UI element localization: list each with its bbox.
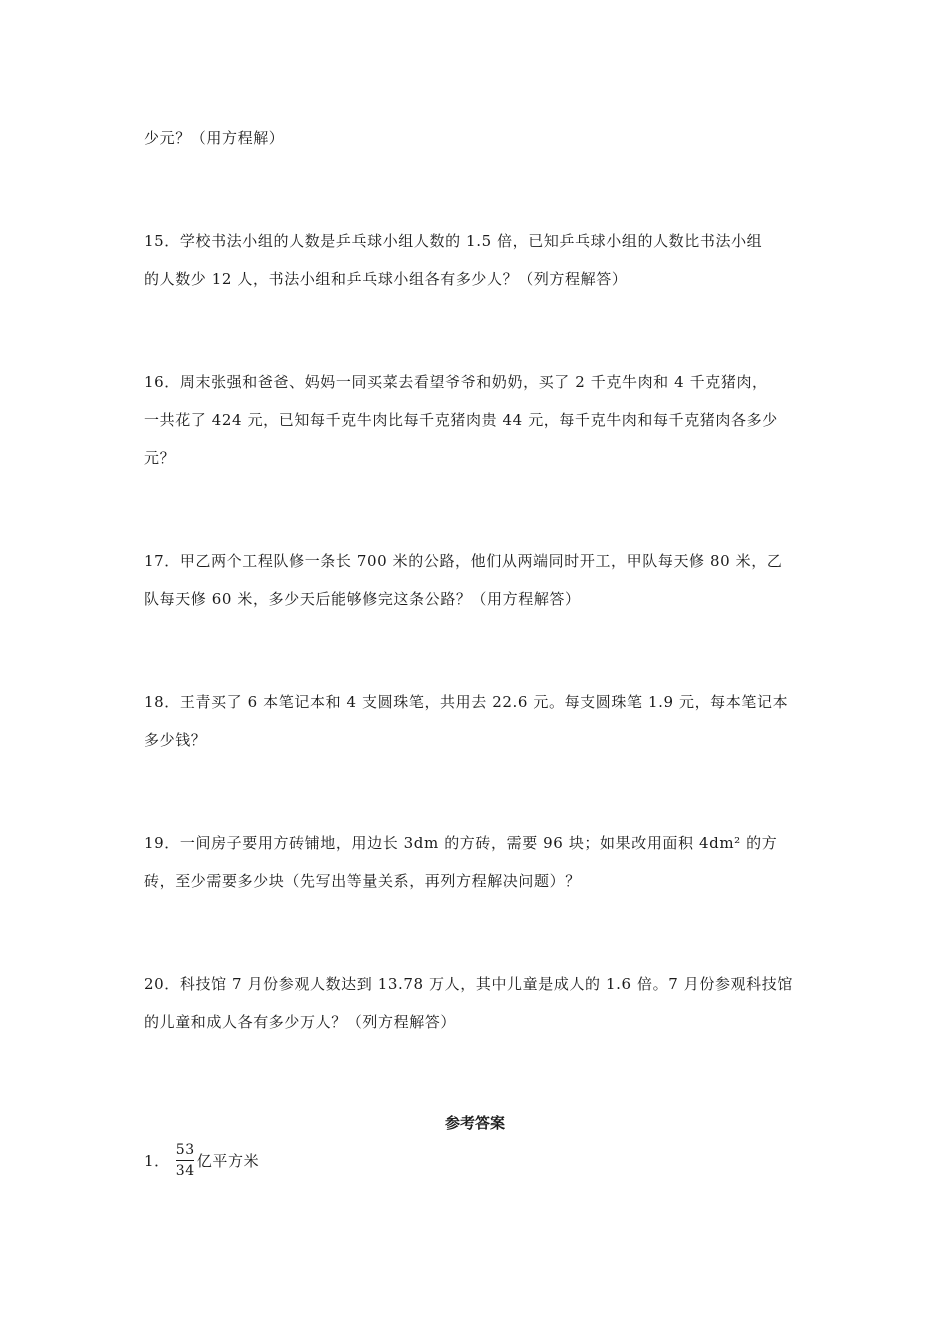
question-19-line-2: 砖，至少需要多少块（先写出等量关系，再列方程解决问题）？ (144, 872, 581, 890)
question-15-line-2: 的人数少 12 人，书法小组和乒乓球小组各有多少人？（列方程解答） (144, 270, 628, 288)
answer-1-unit: 亿平方米 (196, 1152, 260, 1170)
question-16-line-3: 元？ (144, 449, 176, 467)
question-17-line-1: 17．甲乙两个工程队修一条长 700 米的公路，他们从两端同时开工，甲队每天修 80 米，乙 (144, 552, 783, 570)
answer-1-number: 1． (144, 1152, 170, 1170)
answer-1-fraction (176, 1142, 195, 1179)
question-19-line-1: 19．一间房子要用方砖铺地，用边长 3dm 的方砖，需要 96 块；如果改用面积 4dm² 的方 (144, 834, 778, 852)
question-20-line-1: 20．科技馆 7 月份参观人数达到 13.78 万人，其中儿童是成人的 1.6 倍。7 月份参观科技馆 (144, 975, 793, 993)
answers-heading: 参考答案 (444, 1114, 505, 1132)
fraction-numerator: 53 (175, 1142, 195, 1158)
fraction-denominator: 34 (175, 1163, 195, 1179)
fraction-bar (176, 1160, 194, 1161)
question-18-line-1: 18．王青买了 6 本笔记本和 4 支圆珠笔，共用去 22.6 元。每支圆珠笔 1.9 元，每本笔记本 (144, 693, 789, 711)
question-16-line-2: 一共花了 424 元，已知每千克牛肉比每千克猪肉贵 44 元，每千克牛肉和每千克猪肉各多少 (144, 411, 778, 429)
answer-1 (144, 1142, 259, 1179)
question-15-line-1: 15．学校书法小组的人数是乒乓球小组人数的 1.5 倍，已知乒乓球小组的人数比书法小组 (144, 232, 763, 250)
question-16-line-1: 16．周末张强和爸爸、妈妈一同买菜去看望爷爷和奶奶，买了 2 千克牛肉和 4 千克猪肉， (144, 373, 768, 391)
question-18-line-2: 多少钱？ (144, 731, 207, 749)
question-20-line-2: 的儿童和成人各有多少万人？（列方程解答） (144, 1013, 457, 1031)
question-17-line-2: 队每天修 60 米，多少天后能够修完这条公路？（用方程解答） (144, 590, 581, 608)
question-14-continuation: 少元？（用方程解） (144, 129, 285, 147)
